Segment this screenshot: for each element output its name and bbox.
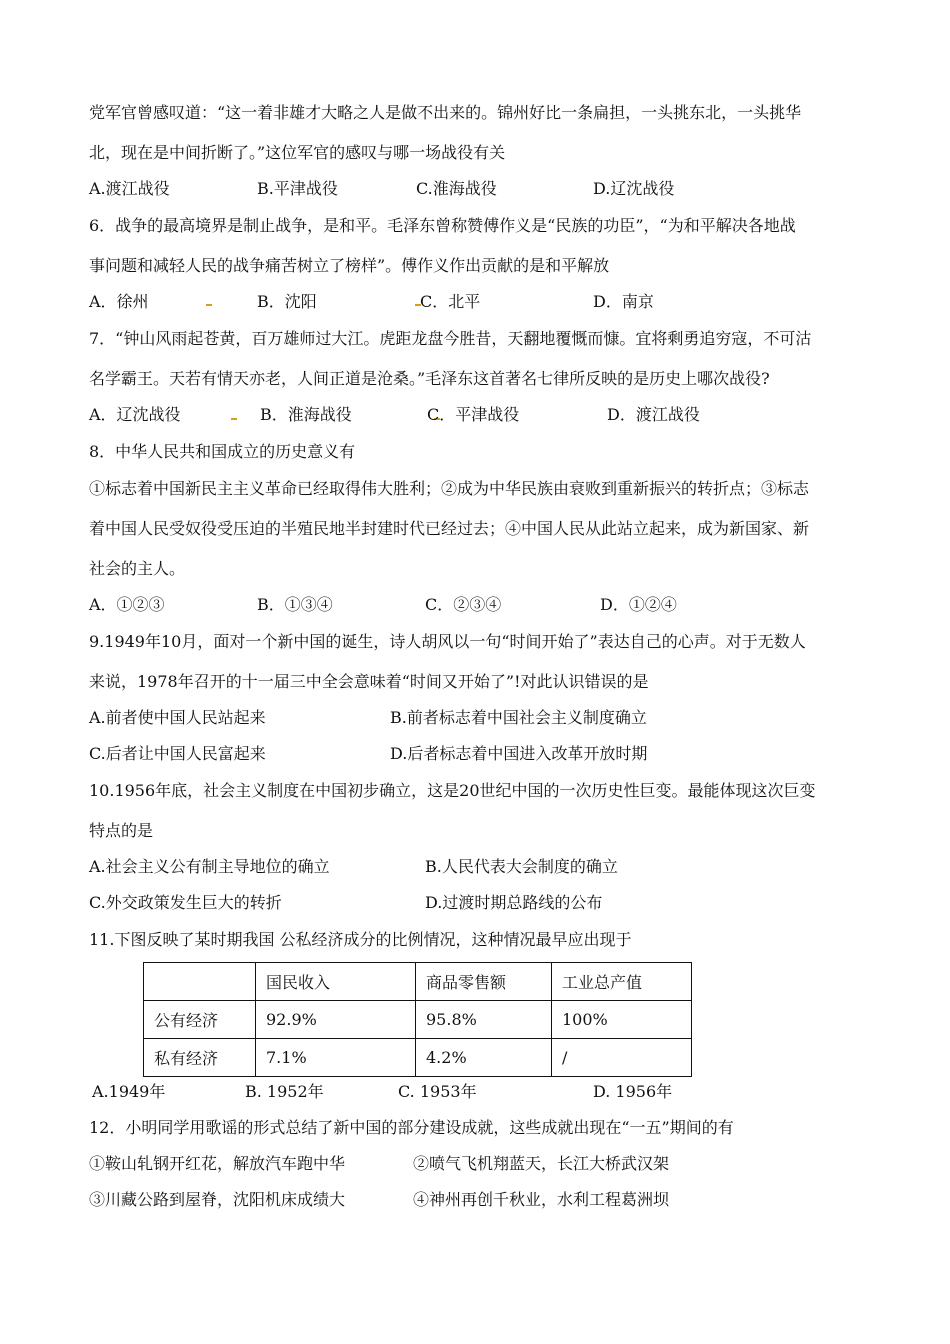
q6-stem-line-2: 事问题和减轻人民的战争痛苦树立了榜样”。傅作义作出贡献的是和平解放	[89, 256, 610, 275]
q5-stem-line-1: 党军官曾感叹道：“这一着非雄才大略之人是做不出来的。锦州好比一条扁担，一头挑东北，一头挑华	[89, 103, 802, 122]
q11-option-c: C. 1953年	[398, 1082, 477, 1101]
q6-option-a: A．徐州	[89, 292, 149, 311]
q11-stem-line-1: 11.下图反映了某时期我国 公私经济成分的比例情况，这种情况最早应出现于	[89, 930, 632, 949]
q8-option-a: A．①②③	[89, 595, 165, 614]
q8-stem-line-2: ①标志着中国新民主主义革命已经取得伟大胜利；②成为中华民族由衰败到重新振兴的转折点；③标志	[89, 479, 810, 498]
q5-option-a: A.渡江战役	[89, 179, 170, 198]
q9-option-a: A.前者使中国人民站起来	[89, 708, 266, 727]
q12-item-4: ④神州再创千秋业，水利工程葛洲坝	[413, 1190, 670, 1209]
q8-stem-line-3: 着中国人民受奴役受压迫的半殖民地半封建时代已经过去；④中国人民从此站立起来，成为新国家、新	[89, 519, 810, 538]
table-cell: /	[552, 1039, 692, 1077]
q9-option-c: C.后者让中国人民富起来	[89, 744, 266, 763]
q10-option-d: D.过渡时期总路线的公布	[425, 893, 603, 912]
q8-stem-line-1: 8．中华人民共和国成立的历史意义有	[89, 442, 356, 461]
table-cell: 4.2%	[416, 1039, 552, 1077]
table-cell: 100%	[552, 1001, 692, 1039]
table-header-row	[144, 963, 692, 1001]
q5-option-c: C.淮海战役	[416, 179, 497, 198]
q11-option-d: D. 1956年	[593, 1082, 673, 1101]
q6-option-b: B．沈阳	[257, 292, 317, 311]
q10-stem-line-2: 特点的是	[89, 821, 154, 840]
table-header-cell: 商品零售额	[416, 963, 552, 1001]
table-header-cell: 工业总产值	[552, 963, 692, 1001]
q12-item-3: ③川藏公路到屋脊，沈阳机床成绩大	[89, 1190, 346, 1209]
table-header-cell	[144, 963, 256, 1001]
table-cell: 95.8%	[416, 1001, 552, 1039]
q7-stem-line-1: 7．“钟山风雨起苍黄，百万雄师过大江。虎距龙盘今胜昔，天翻地覆慨而慷。宜将剩勇追穷寇，不可沽	[89, 329, 812, 348]
q5-option-d: D.辽沈战役	[593, 179, 675, 198]
highlight-mark	[231, 418, 237, 420]
q10-option-c: C.外交政策发生巨大的转折	[89, 893, 282, 912]
q11-option-a: A.1949年	[92, 1082, 166, 1101]
q7-option-a: A．辽沈战役	[89, 405, 181, 424]
q10-option-b: B.人民代表大会制度的确立	[425, 857, 618, 876]
q10-option-a: A.社会主义公有制主导地位的确立	[89, 857, 330, 876]
table-header-cell: 国民收入	[256, 963, 416, 1001]
q9-stem-line-2: 来说，1978年召开的十一届三中全会意味着“时间又开始了”!对此认识错误的是	[89, 672, 649, 691]
q8-option-c: C．②③④	[425, 595, 502, 614]
table-cell: 公有经济	[144, 1001, 256, 1039]
q7-option-d: D．渡江战役	[607, 405, 700, 424]
q9-stem-line-1: 9.1949年10月，面对一个新中国的诞生，诗人胡风以一句“时间开始了”表达自己的心声。对于无数人	[89, 632, 806, 651]
q8-stem-line-4: 社会的主人。	[89, 559, 186, 578]
q11-option-b: B. 1952年	[245, 1082, 324, 1101]
economy-ratio-table	[143, 962, 692, 1077]
table-cell: 92.9%	[256, 1001, 416, 1039]
table-row	[144, 1039, 692, 1077]
q12-stem-line-1: 12．小明同学用歌谣的形式总结了新中国的部分建设成就，这些成就出现在“一五”期间的有	[89, 1118, 734, 1137]
q5-stem-line-2: 北，现在是中间折断了。”这位军官的感叹与哪一场战役有关	[89, 143, 506, 162]
q7-stem-line-2: 名学霸王。天若有情天亦老，人间正道是沧桑。”毛泽东这首著名七律所反映的是历史上哪次战役?	[89, 369, 770, 388]
q6-option-d: D．南京	[593, 292, 654, 311]
q8-option-b: B．①③④	[257, 595, 333, 614]
q7-option-b: B．淮海战役	[260, 405, 352, 424]
table-row	[144, 1001, 692, 1039]
q9-option-b: B.前者标志着中国社会主义制度确立	[390, 708, 647, 727]
table-cell: 7.1%	[256, 1039, 416, 1077]
q9-option-d: D.后者标志着中国进入改革开放时期	[390, 744, 648, 763]
q10-stem-line-1: 10.1956年底，社会主义制度在中国初步确立，这是20世纪中国的一次历史性巨变。最能体现这次巨变	[89, 781, 816, 800]
q5-option-b: B.平津战役	[257, 179, 338, 198]
q6-option-c: C．北平	[420, 292, 481, 311]
q6-stem-line-1: 6．战争的最高境界是制止战争，是和平。毛泽东曾称赞傅作义是“民族的功臣”，“为和平解决各地战	[89, 216, 796, 235]
q7-option-c: C．平津战役	[427, 405, 520, 424]
highlight-mark	[206, 304, 212, 306]
q12-item-2: ②喷气飞机翔蓝天，长江大桥武汉架	[413, 1154, 670, 1173]
q8-option-d: D．①②④	[600, 595, 677, 614]
q12-item-1: ①鞍山轧钢开红花，解放汽车跑中华	[89, 1154, 346, 1173]
table-cell: 私有经济	[144, 1039, 256, 1077]
